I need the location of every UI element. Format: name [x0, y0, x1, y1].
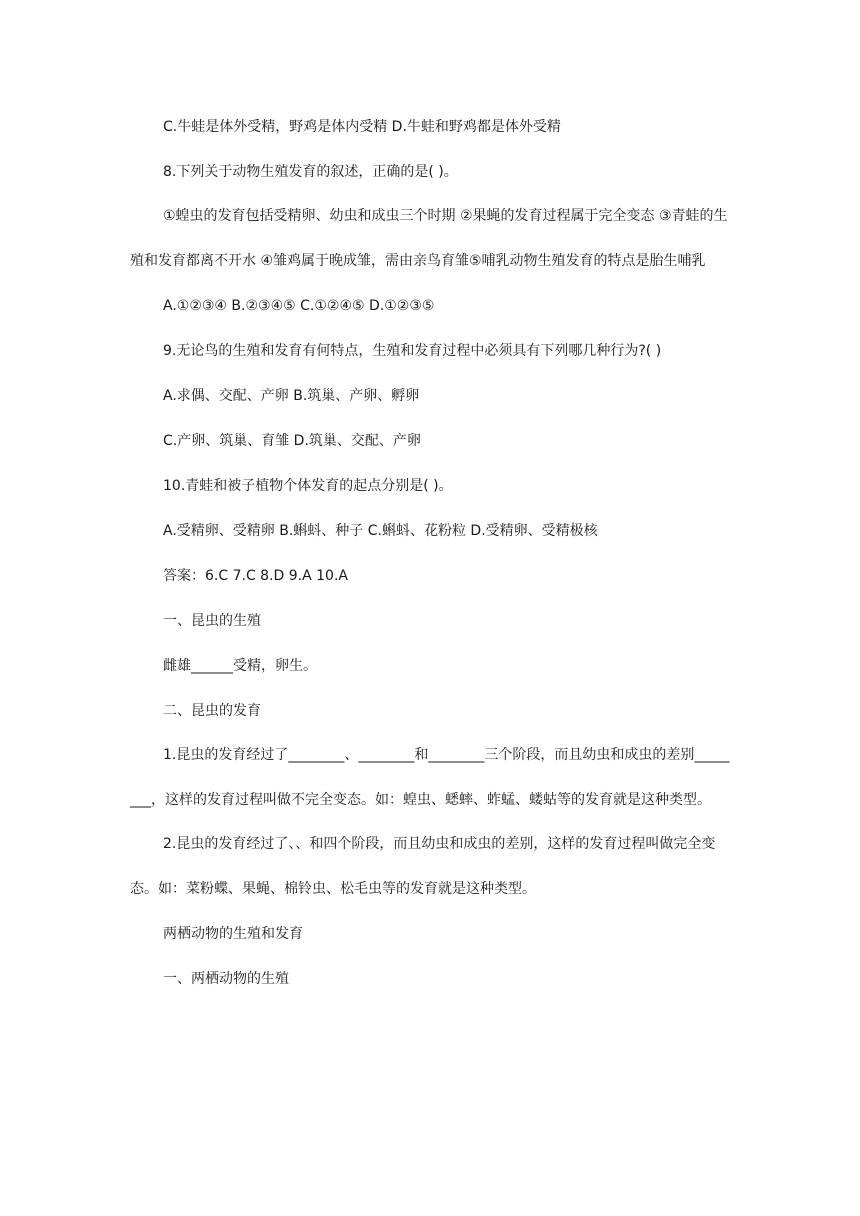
section-heading-insect-reproduction: 一、昆虫的生殖: [163, 613, 261, 629]
question-9-options-ab: A.求偶、交配、产卵 B.筑巢、产卵、孵卵: [163, 388, 420, 404]
fill-in-complete-metamorphosis: 2.昆虫的发育经过了、、和四个阶段，而且幼虫和成虫的差别，这样的发育过程叫做完全变态。如：菜粉蝶、果蝇、棉铃虫、松毛虫等的发育就是这种类型。: [130, 836, 716, 897]
question-10: 10.青蛙和被子植物个体发育的起点分别是( )。: [163, 478, 453, 494]
section-heading-amphibian: 两栖动物的生殖和发育: [163, 926, 303, 942]
fill-in-fertilization: 雌雄______受精，卵生。: [163, 658, 317, 674]
question-8-statements: ①蝗虫的发育包括受精卵、幼虫和成虫三个时期 ②果蝇的发育过程属于完全变态 ③青蛙的生殖和发育都离不开水 ④雏鸡属于晚成雏，需由亲鸟育雏⑤哺乳动物生殖发育的特点是胎生哺乳: [130, 208, 728, 269]
section-heading-amphibian-reproduction: 一、两栖动物的生殖: [163, 971, 289, 987]
question-9: 9.无论鸟的生殖和发育有何特点，生殖和发育过程中必须具有下列哪几种行为?( ): [163, 343, 662, 359]
question-8: 8.下列关于动物生殖发育的叙述，正确的是( )。: [163, 164, 458, 180]
answer-key: 答案：6.C 7.C 8.D 9.A 10.A: [163, 568, 348, 584]
question-8-options: A.①②③④ B.②③④⑤ C.①②④⑤ D.①②③⑤: [163, 298, 435, 314]
document-body: [130, 112, 735, 1009]
option-line-7cd: C.牛蛙是体外受精，野鸡是体内受精 D.牛蛙和野鸡都是体外受精: [163, 119, 561, 135]
question-9-options-cd: C.产卵、筑巢、育雏 D.筑巢、交配、产卵: [163, 433, 421, 449]
fill-in-incomplete-metamorphosis: 1.昆虫的发育经过了________、________和________三个阶段，而且幼虫和成虫的差别________，这样的发育过程叫做不完全变态。如：蝗虫、蟋蟀、蚱蜢、蝼蛄等的发育就是这种类型。: [130, 747, 730, 808]
section-heading-insect-development: 二、昆虫的发育: [163, 703, 261, 719]
question-10-options: A.受精卵、受精卵 B.蝌蚪、种子 C.蝌蚪、花粉粒 D.受精卵、受精极核: [163, 523, 598, 539]
